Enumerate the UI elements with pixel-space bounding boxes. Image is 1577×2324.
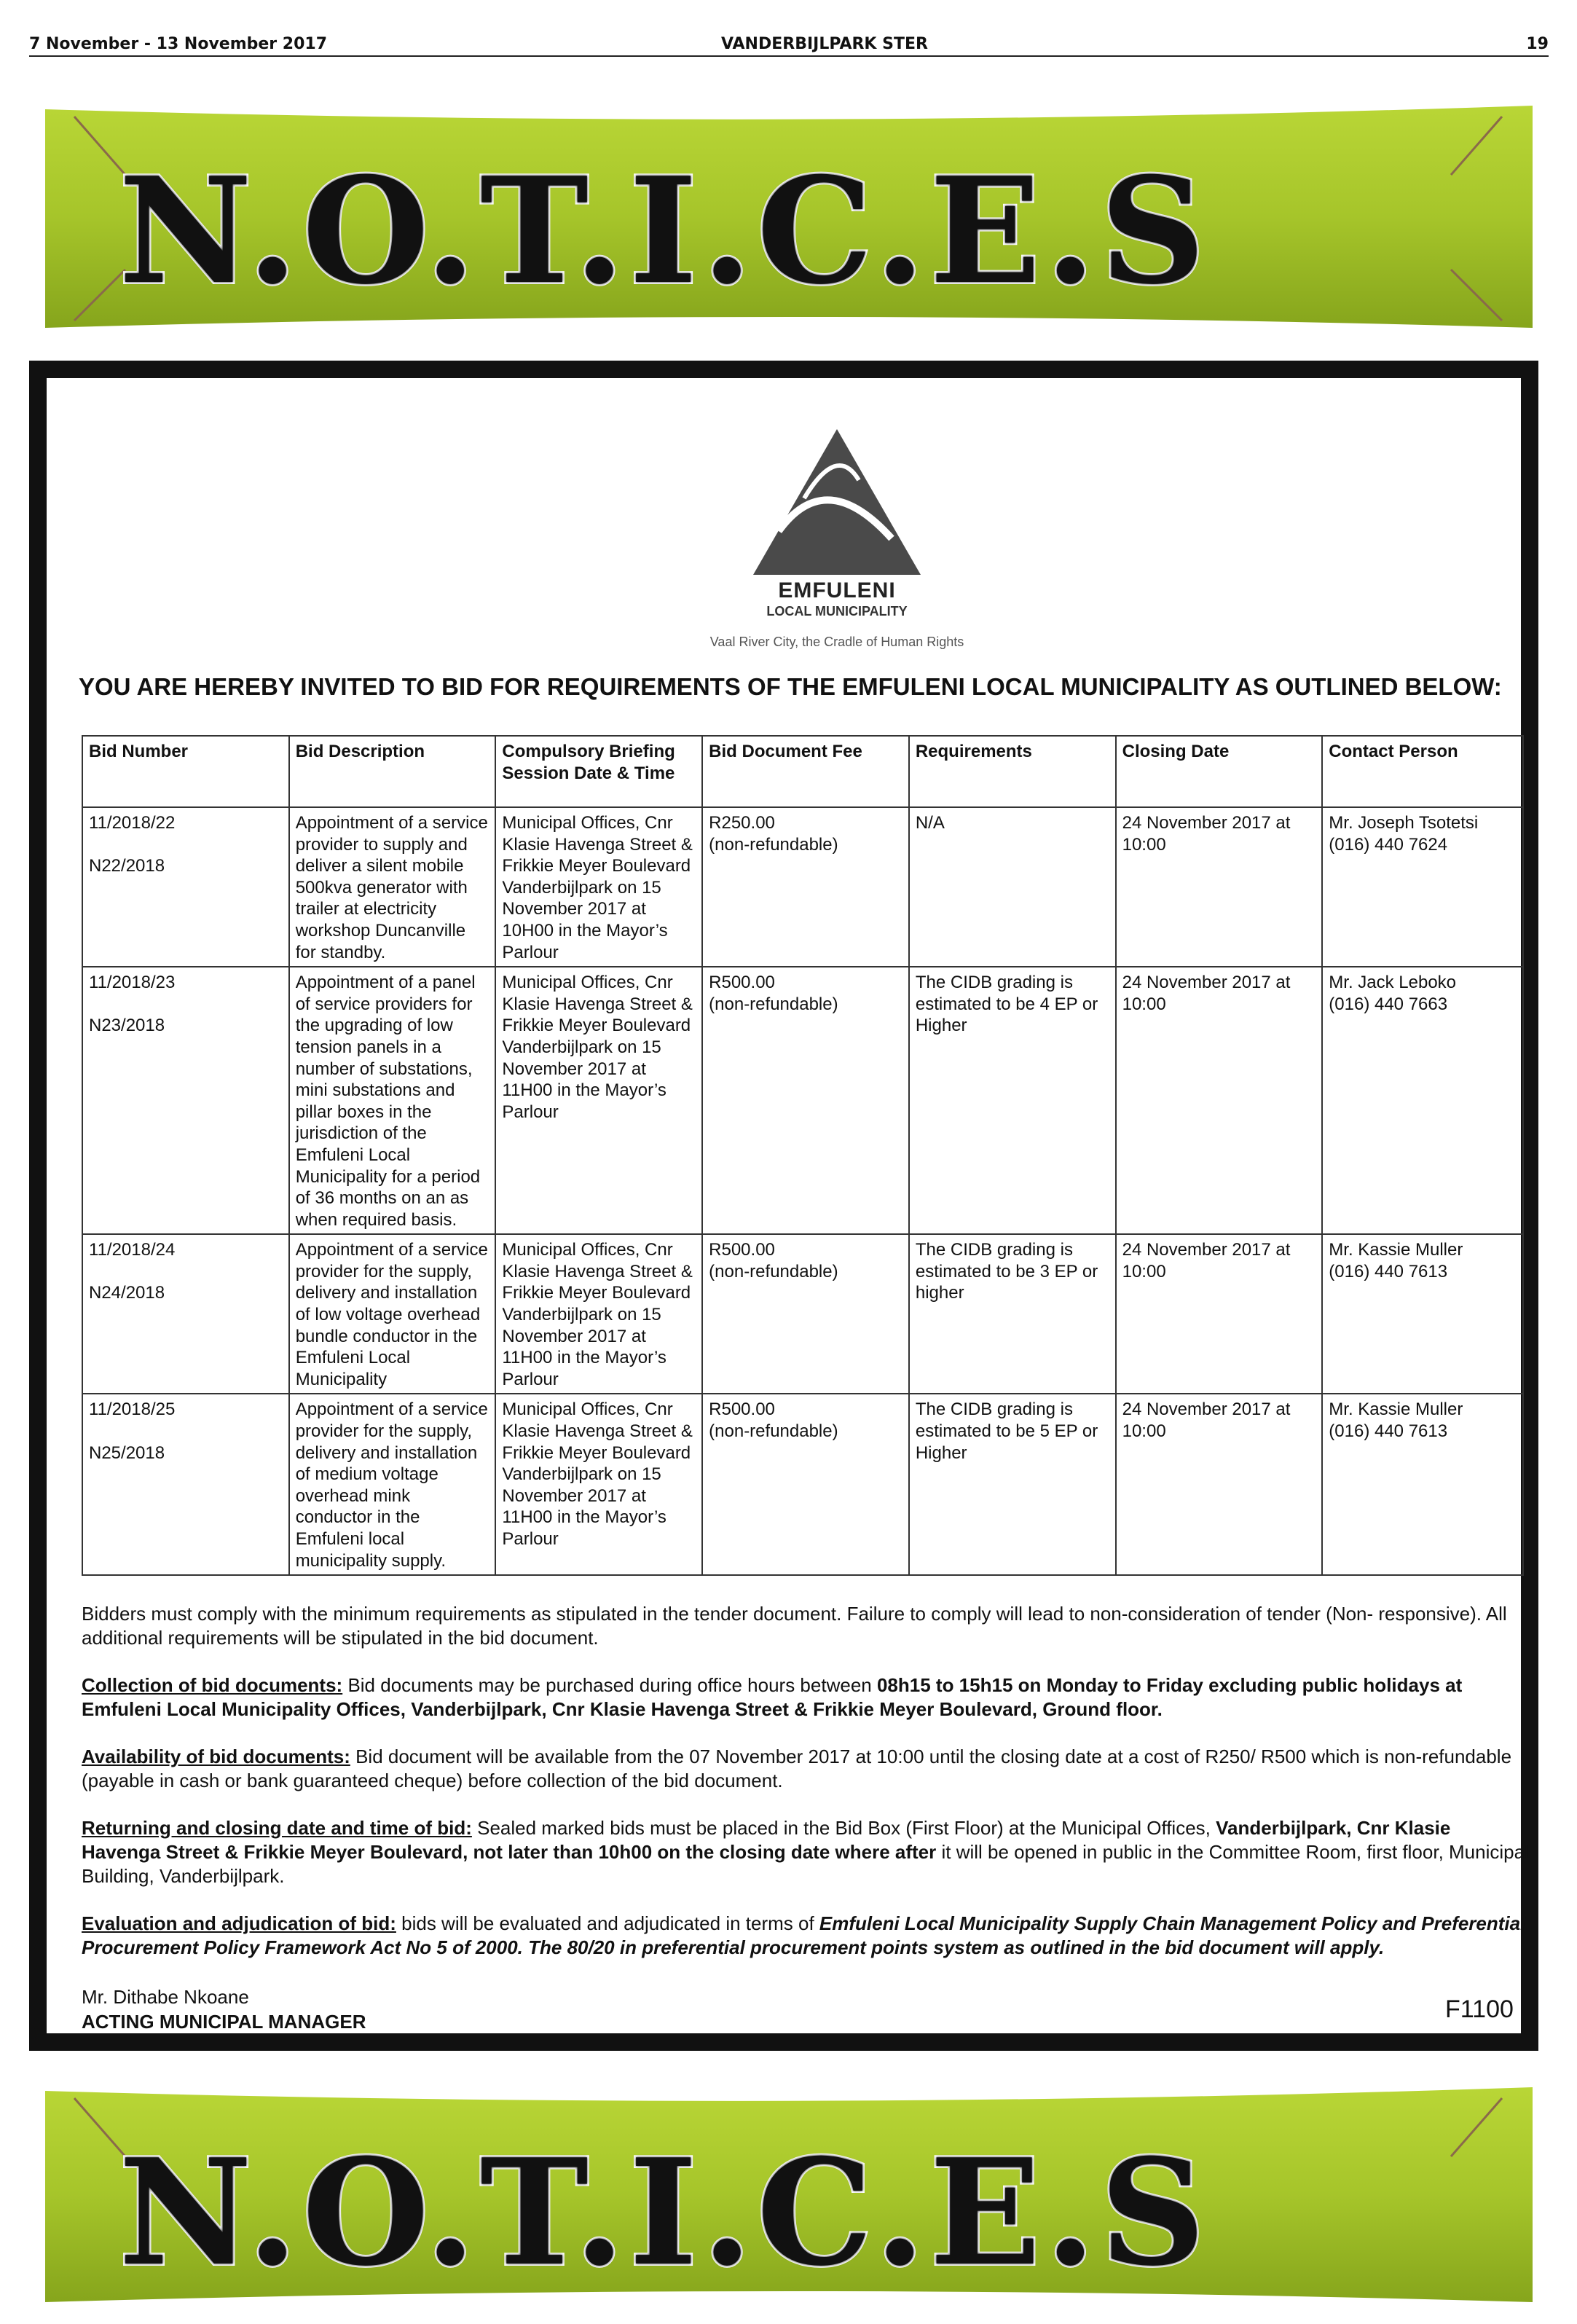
availability-label: Availability of bid documents: bbox=[82, 1746, 350, 1767]
table-row bbox=[82, 1394, 1523, 1575]
table-row bbox=[82, 807, 1523, 967]
fee: R250.00 bbox=[709, 813, 775, 833]
fee-cell bbox=[702, 1234, 909, 1394]
notice-body bbox=[82, 1602, 1531, 1983]
contact-name: Mr. Joseph Tsotetsi bbox=[1329, 813, 1479, 833]
collection-text: Bid documents may be purchased during office hours between bbox=[342, 1674, 877, 1696]
bid-number-cell bbox=[82, 967, 289, 1234]
bid-number-cell bbox=[82, 1394, 289, 1575]
bid-number: 11/2018/24 bbox=[89, 1240, 176, 1260]
table-header-row bbox=[82, 736, 1523, 807]
contact-cell bbox=[1322, 1394, 1523, 1575]
closing-date: 24 November 2017 at 10:00 bbox=[1116, 807, 1323, 967]
briefing-session: Municipal Offices, Cnr Klasie Havenga Street & Frikkie Meyer Boulevard Vanderbijlpark on 15 November 2017 at 10H00 in the Mayor’s Parlour bbox=[495, 807, 702, 967]
logo-name: EMFULENI bbox=[778, 578, 896, 602]
requirements: The CIDB grading is estimated to be 5 EP or Higher bbox=[909, 1394, 1116, 1575]
fee-cell bbox=[702, 807, 909, 967]
returning-text: Sealed marked bids must be placed in the Bid Box (First Floor) at the Municipal Offices, bbox=[471, 1817, 1216, 1839]
notices-banner-top bbox=[45, 87, 1533, 335]
contact-phone: (016) 440 7624 bbox=[1329, 834, 1448, 855]
fee: R500.00 bbox=[709, 1240, 775, 1260]
requirements: The CIDB grading is estimated to be 3 EP or higher bbox=[909, 1234, 1116, 1394]
bid-ref: N25/2018 bbox=[89, 1442, 165, 1463]
bid-ref: N23/2018 bbox=[89, 1016, 165, 1036]
logo-tagline: Vaal River City, the Cradle of Human Rights bbox=[709, 635, 964, 649]
fee-cell bbox=[702, 1394, 909, 1575]
bid-number-cell bbox=[82, 1234, 289, 1394]
evaluation-text: bids will be evaluated and adjudicated in terms of bbox=[396, 1912, 819, 1934]
compliance-text: Bidders must comply with the minimum requirements as stipulated in the tender document. Failure to comply will lead to non-consideration of tender (Non- responsive). All additional requirements will be stipulated in the bid document. bbox=[82, 1603, 1507, 1649]
requirements: The CIDB grading is estimated to be 4 EP or Higher bbox=[909, 967, 1116, 1234]
briefing-session: Municipal Offices, Cnr Klasie Havenga Street & Frikkie Meyer Boulevard Vanderbijlpark on 15 November 2017 at 11H00 in the Mayor’s Parlour bbox=[495, 967, 702, 1234]
returning-paragraph bbox=[82, 1816, 1531, 1888]
evaluation-paragraph bbox=[82, 1912, 1531, 1960]
fee-note: (non-refundable) bbox=[709, 994, 838, 1014]
contact-name: Mr. Kassie Muller bbox=[1329, 1399, 1463, 1420]
col-header: Bid Document Fee bbox=[702, 736, 909, 807]
logo-subtitle: LOCAL MUNICIPALITY bbox=[766, 604, 908, 619]
signatory-name: Mr. Dithabe Nkoane bbox=[82, 1986, 249, 2008]
col-header: Bid Number bbox=[82, 736, 289, 807]
emfuleni-logo bbox=[658, 422, 1052, 670]
fee-note: (non-refundable) bbox=[709, 834, 838, 855]
signoff bbox=[82, 1985, 366, 2034]
col-header: Requirements bbox=[909, 736, 1116, 807]
collection-label: Collection of bid documents: bbox=[82, 1674, 343, 1696]
evaluation-bold: Emfuleni Local Municipality Supply Chain Management Policy and Preferential Procurement Policy Framework Act No 5 of 2000. The 80/20 in preferential procurement points system as outlined in the bid document will apply. bbox=[82, 1912, 1526, 1958]
contact-cell bbox=[1322, 807, 1523, 967]
invite-heading: YOU ARE HEREBY INVITED TO BID FOR REQUIREMENTS OF THE EMFULENI LOCAL MUNICIPALITY AS OUTLINED BELOW: bbox=[79, 673, 1502, 700]
notices-title: N.O.T.I.C.E.S bbox=[119, 146, 1210, 317]
briefing-session: Municipal Offices, Cnr Klasie Havenga Street & Frikkie Meyer Boulevard Vanderbijlpark on 15 November 2017 at 11H00 in the Mayor’s Parlour bbox=[495, 1394, 702, 1575]
fee: R500.00 bbox=[709, 973, 775, 993]
returning-tail: it will be opened in public in the Committee Room, first floor, Municipal Building, Vanderbijlpark. bbox=[82, 1841, 1529, 1887]
fee: R500.00 bbox=[709, 1399, 775, 1420]
fee-cell bbox=[702, 967, 909, 1234]
bid-description: Appointment of a service provider for the supply, delivery and installation of low voltage overhead bundle conductor in the Emfuleni Local Municipality bbox=[289, 1234, 496, 1394]
contact-name: Mr. Jack Leboko bbox=[1329, 973, 1457, 993]
closing-date: 24 November 2017 at 10:00 bbox=[1116, 1234, 1323, 1394]
returning-label: Returning and closing date and time of bid: bbox=[82, 1817, 472, 1839]
col-header: Contact Person bbox=[1322, 736, 1523, 807]
table-row bbox=[82, 967, 1523, 1234]
contact-name: Mr. Kassie Muller bbox=[1329, 1240, 1463, 1260]
contact-phone: (016) 440 7613 bbox=[1329, 1261, 1448, 1281]
col-header: Closing Date bbox=[1116, 736, 1323, 807]
briefing-session: Municipal Offices, Cnr Klasie Havenga Street & Frikkie Meyer Boulevard Vanderbijlpark on 15 November 2017 at 11H00 in the Mayor’s Parlour bbox=[495, 1234, 702, 1394]
mountain-logo-icon bbox=[658, 422, 1015, 582]
tender-notice bbox=[29, 361, 1538, 2051]
col-header: Compulsory Briefing Session Date & Time bbox=[495, 736, 702, 807]
contact-phone: (016) 440 7613 bbox=[1329, 1421, 1448, 1442]
notices-title: N.O.T.I.C.E.S bbox=[119, 2127, 1210, 2299]
fee-note: (non-refundable) bbox=[709, 1261, 838, 1281]
notice-reference: F1100 bbox=[1445, 1995, 1514, 2023]
availability-text: Bid document will be available from the 07 November 2017 at 10:00 until the closing date at a cost of R250/ R500 which is non-refundable (payable in cash or bank guaranteed cheque) before collection of the bid document. bbox=[82, 1746, 1512, 1791]
bid-number: 11/2018/25 bbox=[89, 1399, 176, 1420]
newspaper-name: VANDERBIJLPARK STER bbox=[721, 35, 928, 53]
contact-cell bbox=[1322, 1234, 1523, 1394]
bid-number: 11/2018/22 bbox=[89, 813, 176, 833]
returning-bold: Vanderbijlpark, Cnr Klasie Havenga Street & Frikkie Meyer Boulevard, not later than 10h00 on the closing date where after bbox=[82, 1817, 1451, 1863]
bid-description: Appointment of a panel of service providers for the upgrading of low tension panels in a number of substations, mini substations and pillar boxes in the jurisdiction of the Emfuleni Local Municipality for a period of 36 months on an as when required basis. bbox=[289, 967, 496, 1234]
notices-banner-bottom bbox=[45, 2076, 1533, 2324]
availability-paragraph bbox=[82, 1745, 1531, 1793]
issue-date: 7 November - 13 November 2017 bbox=[29, 35, 328, 53]
bid-number-cell bbox=[82, 807, 289, 967]
signatory-title: ACTING MUNICIPAL MANAGER bbox=[82, 2011, 366, 2033]
bid-number: 11/2018/23 bbox=[89, 973, 176, 993]
collection-bold: 08h15 to 15h15 on Monday to Friday excluding public holidays at Emfuleni Local Municipality Offices, Vanderbijlpark, Cnr Klasie Havenga Street & Frikkie Meyer Boulevard, Ground floor. bbox=[82, 1674, 1463, 1720]
contact-phone: (016) 440 7663 bbox=[1329, 994, 1448, 1014]
page-header bbox=[29, 32, 1549, 57]
table-row bbox=[82, 1234, 1523, 1394]
bids-table bbox=[82, 735, 1524, 1576]
collection-paragraph bbox=[82, 1673, 1531, 1722]
closing-date: 24 November 2017 at 10:00 bbox=[1116, 967, 1323, 1234]
bid-description: Appointment of a service provider to supply and deliver a silent mobile 500kva generator with trailer at electricity workshop Duncanville for standby. bbox=[289, 807, 496, 967]
bid-ref: N22/2018 bbox=[89, 856, 165, 876]
bid-ref: N24/2018 bbox=[89, 1283, 165, 1303]
compliance-paragraph bbox=[82, 1602, 1531, 1650]
col-header: Bid Description bbox=[289, 736, 496, 807]
evaluation-label: Evaluation and adjudication of bid: bbox=[82, 1912, 396, 1934]
closing-date: 24 November 2017 at 10:00 bbox=[1116, 1394, 1323, 1575]
page-number: 19 bbox=[1526, 35, 1549, 53]
contact-cell bbox=[1322, 967, 1523, 1234]
bid-description: Appointment of a service provider for the supply, delivery and installation of medium voltage overhead mink conductor in the Emfuleni local municipality supply. bbox=[289, 1394, 496, 1575]
requirements: N/A bbox=[909, 807, 1116, 967]
fee-note: (non-refundable) bbox=[709, 1421, 838, 1442]
